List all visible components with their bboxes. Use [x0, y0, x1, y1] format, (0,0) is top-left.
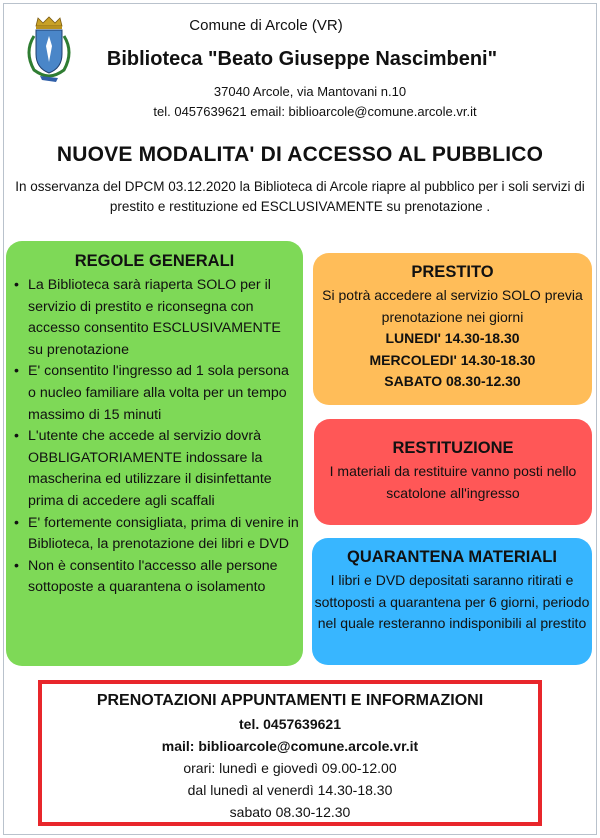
- library-address: 37040 Arcole, via Mantovani n.10: [213, 84, 407, 99]
- prestito-panel: [313, 253, 592, 405]
- prestito-heading: PRESTITO: [411, 263, 494, 281]
- prenotazioni-hours: sabato 08.30-12.30: [229, 804, 351, 820]
- rules-panel: [6, 241, 303, 666]
- prenotazioni-hours: orari: lunedì e giovedì 09.00-12.00: [183, 760, 397, 776]
- restituzione-panel: [314, 419, 592, 525]
- page-title: NUOVE MODALITA' DI ACCESSO AL PUBBLICO: [56, 143, 544, 166]
- quarantena-heading: QUARANTENA MATERIALI: [347, 548, 557, 566]
- quarantena-text: I libri e DVD depositati saranno ritirati e sottoposti a quarantena per 6 giorni, periodo nel quale resteranno indisponibili al prestito: [314, 572, 590, 631]
- quarantena-panel: [312, 538, 592, 665]
- prenotazioni-heading: PRENOTAZIONI APPUNTAMENTI E INFORMAZIONI: [96, 692, 484, 709]
- rule-item: • Non è consentito l'accesso alle persone sottoposte a quarantena o isolamento: [28, 556, 299, 599]
- prenotazioni-phone: tel. 0457639621: [239, 716, 341, 732]
- rule-item: • La Biblioteca sarà riaperta SOLO per il servizio di prestito e riconsegna con accesso consentito ESCLUSIVAMENTE su prenotazione: [28, 275, 299, 361]
- prenotazioni-box: [38, 680, 542, 826]
- restituzione-text: I materiali da restituire vanno posti nello scatolone all'ingresso: [329, 463, 577, 501]
- prenotazioni-email: mail: biblioarcole@comune.arcole.vr.it: [161, 738, 419, 754]
- library-contacts: tel. 0457639621 email: biblioarcole@comune.arcole.vr.it: [153, 104, 477, 119]
- rules-heading: REGOLE GENERALI: [74, 252, 235, 270]
- rules-list: [6, 275, 303, 599]
- prenotazioni-hours: dal lunedì al venerdì 14.30-18.30: [187, 782, 393, 798]
- municipal-coat-of-arms-icon: [22, 16, 76, 84]
- rule-item: • E' consentito l'ingresso ad 1 sola persona o nucleo familiare alla volta per un tempo massimo di 15 minuti: [28, 361, 299, 426]
- prestito-day: SABATO 08.30-12.30: [384, 373, 521, 389]
- rule-item: • E' fortemente consigliata, prima di venire in Biblioteca, la prenotazione dei libri e DVD: [28, 513, 299, 556]
- rule-item: • L'utente che accede al servizio dovrà OBBLIGATORIAMENTE indossare la mascherina ed utilizzare il disinfettante prima di accedere agli scaffali: [28, 426, 299, 512]
- restituzione-heading: RESTITUZIONE: [392, 439, 514, 457]
- intro-text: In osservanza del DPCM 03.12.2020 la Biblioteca di Arcole riapre al pubblico per i soli servizi di prestito e restituzione ed ESCLUSIVAMENTE su prenotazione .: [15, 179, 585, 214]
- prestito-day: MERCOLEDI' 14.30-18.30: [369, 351, 536, 368]
- comune-name: Comune di Arcole (VR): [189, 17, 343, 34]
- library-name: Biblioteca "Beato Giuseppe Nascimbeni": [106, 48, 498, 70]
- prestito-day: LUNEDI' 14.30-18.30: [385, 330, 520, 346]
- prestito-text: Si potrà accedere al servizio SOLO previa prenotazione nei giorni: [322, 287, 583, 325]
